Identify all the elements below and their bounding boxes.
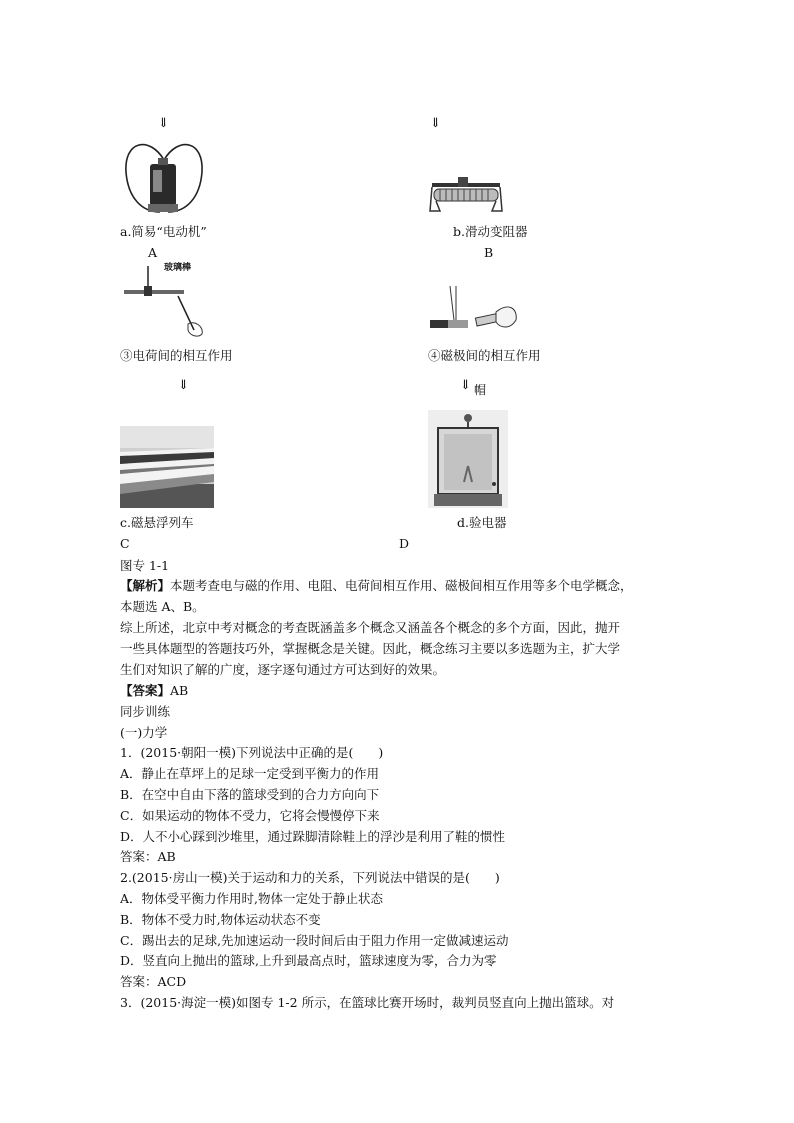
caption-sliding-rheostat: b.滑动变阻器 (453, 224, 528, 239)
analysis-line-2: 本题选 A、B。 (120, 599, 205, 614)
answer-tag: 【答案】 (120, 683, 171, 698)
simple-motor-figure (120, 138, 208, 220)
q1-option-c: C．如果运动的物体不受力，它将会慢慢停下来 (120, 808, 380, 823)
q1-option-d: D．人不小心踩到沙堆里，通过跺脚清除鞋上的浮沙是利用了鞋的惯性 (120, 829, 506, 844)
caption-maglev-train: c.磁悬浮列车 (120, 515, 194, 530)
electroscope-photo (428, 410, 508, 508)
maglev-train-photo (120, 426, 214, 508)
down-arrow-d: ⇓ (460, 378, 471, 393)
analysis-tag: 【解析】 (120, 578, 171, 593)
q2-option-b: B．物体不受力时,物体运动状态不变 (120, 912, 321, 927)
q2-option-d: D．竖直向上抛出的篮球,上升到最高点时，篮球速度为零，合力为零 (120, 953, 497, 968)
summary-line-1: 综上所述，北京中考对概念的考查既涵盖多个概念又涵盖各个概念的多个方面，因此，抛开 (120, 620, 621, 635)
sliding-rheostat-figure (428, 175, 504, 217)
q1-option-b: B．在空中自由下落的篮球受到的合力方向向下 (120, 787, 380, 802)
letter-b: B (484, 245, 494, 260)
summary-line-2: 一些具体题型的答题技巧外，掌握概念是关键。因此，概念练习主要以多选题为主，扩大学 (120, 641, 621, 656)
down-arrow-a: ⇓ (158, 116, 169, 131)
down-arrow-b: ⇓ (430, 116, 441, 131)
answer-line (120, 681, 188, 701)
q2-option-a: A．物体受平衡力作用时,物体一定处于静止状态 (120, 891, 384, 906)
letter-c: C (120, 536, 130, 551)
caption-magnetic-poles: ④磁极间的相互作用 (428, 348, 541, 363)
q1-answer: 答案：AB (120, 849, 176, 864)
q3-stem: 3．(2015·海淀一模)如图专 1-2 所示，在篮球比赛开场时，裁判员竖直向上抛出篮球。对 (120, 995, 615, 1010)
caption-simple-motor: a.简易“电动机” (120, 224, 207, 239)
q1-option-a: A．静止在草坪上的足球一定受到平衡力的作用 (120, 766, 380, 781)
magnetic-poles-figure (428, 284, 518, 340)
answer-value: AB (170, 683, 189, 698)
q2-option-c: C．踢出去的足球,先加速运动一段时间后由于阻力作用一定做减速运动 (120, 933, 509, 948)
q2-stem: 2.(2015·房山一模)关于运动和力的关系，下列说法中错误的是( ) (120, 870, 500, 885)
q2-answer: 答案：ACD (120, 974, 187, 989)
charges-interaction-figure (120, 264, 210, 340)
summary-line-3: 生们对知识了解的广度，逐字逐句通过方可达到好的效果。 (120, 662, 446, 677)
q1-stem: 1．(2015·朝阳一模)下列说法中正确的是( ) (120, 745, 384, 760)
caption-electroscope: d.验电器 (457, 515, 507, 530)
caption-charges-interaction: ③电荷间的相互作用 (120, 348, 233, 363)
glass-rod-label: 玻璃棒 (164, 263, 192, 273)
subsection-title: (一)力学 (120, 725, 168, 740)
analysis-line-1 (120, 576, 633, 596)
down-arrow-c: ⇓ (178, 378, 189, 393)
section-title: 同步训练 (120, 704, 171, 719)
analysis-text-1: 本题考查电与磁的作用、电阻、电荷间相互作用、磁极间相互作用等多个电学概念， (170, 578, 633, 593)
cap-mark: 帽 (474, 383, 487, 397)
letter-d: D (399, 536, 410, 551)
letter-a: A (148, 245, 158, 260)
figure-label: 图专 1-1 (120, 558, 170, 573)
